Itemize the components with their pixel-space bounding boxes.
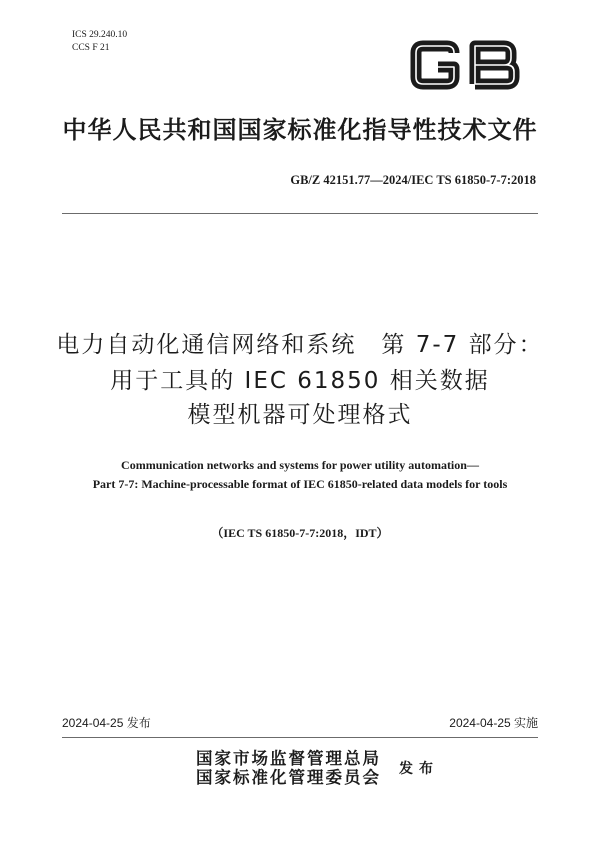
ccs-code: CCS F 21 [72,43,110,53]
chinese-title-line-2: 用于工具的 IEC 61850 相关数据 [110,368,490,394]
gb-logo-icon [408,40,524,90]
document-type-heading: 中华人民共和国国家标准化指导性技术文件 [62,115,538,144]
equivalence-note: （IEC TS 61850-7-7:2018，IDT） [211,526,389,540]
issuer-1: 国家市场监督管理总局 [196,749,381,768]
ics-code: ICS 29.240.10 [72,30,128,40]
chinese-title-line-1: 电力自动化通信网络和系统 第 7-7 部分： [56,332,544,358]
issue-date: 2024-04-25 发布 [62,716,151,730]
issuer-block [196,749,381,787]
bottom-rule [62,737,538,738]
english-title-line-2: Part 7-7: Machine-processable format of IEC 61850-related data models for tools [92,477,508,491]
top-rule [62,213,538,214]
issuer-2: 国家标准化管理委员会 [196,768,381,787]
chinese-title-line-3: 模型机器可处理格式 [187,402,413,428]
issue-label: 发布 [399,761,439,777]
document-number: GB/Z 42151.77—2024/IEC TS 61850-7-7:2018 [290,173,536,187]
implementation-date: 2024-04-25 实施 [449,716,538,730]
english-title-line-1: Communication networks and systems for power utility automation— [121,458,479,472]
